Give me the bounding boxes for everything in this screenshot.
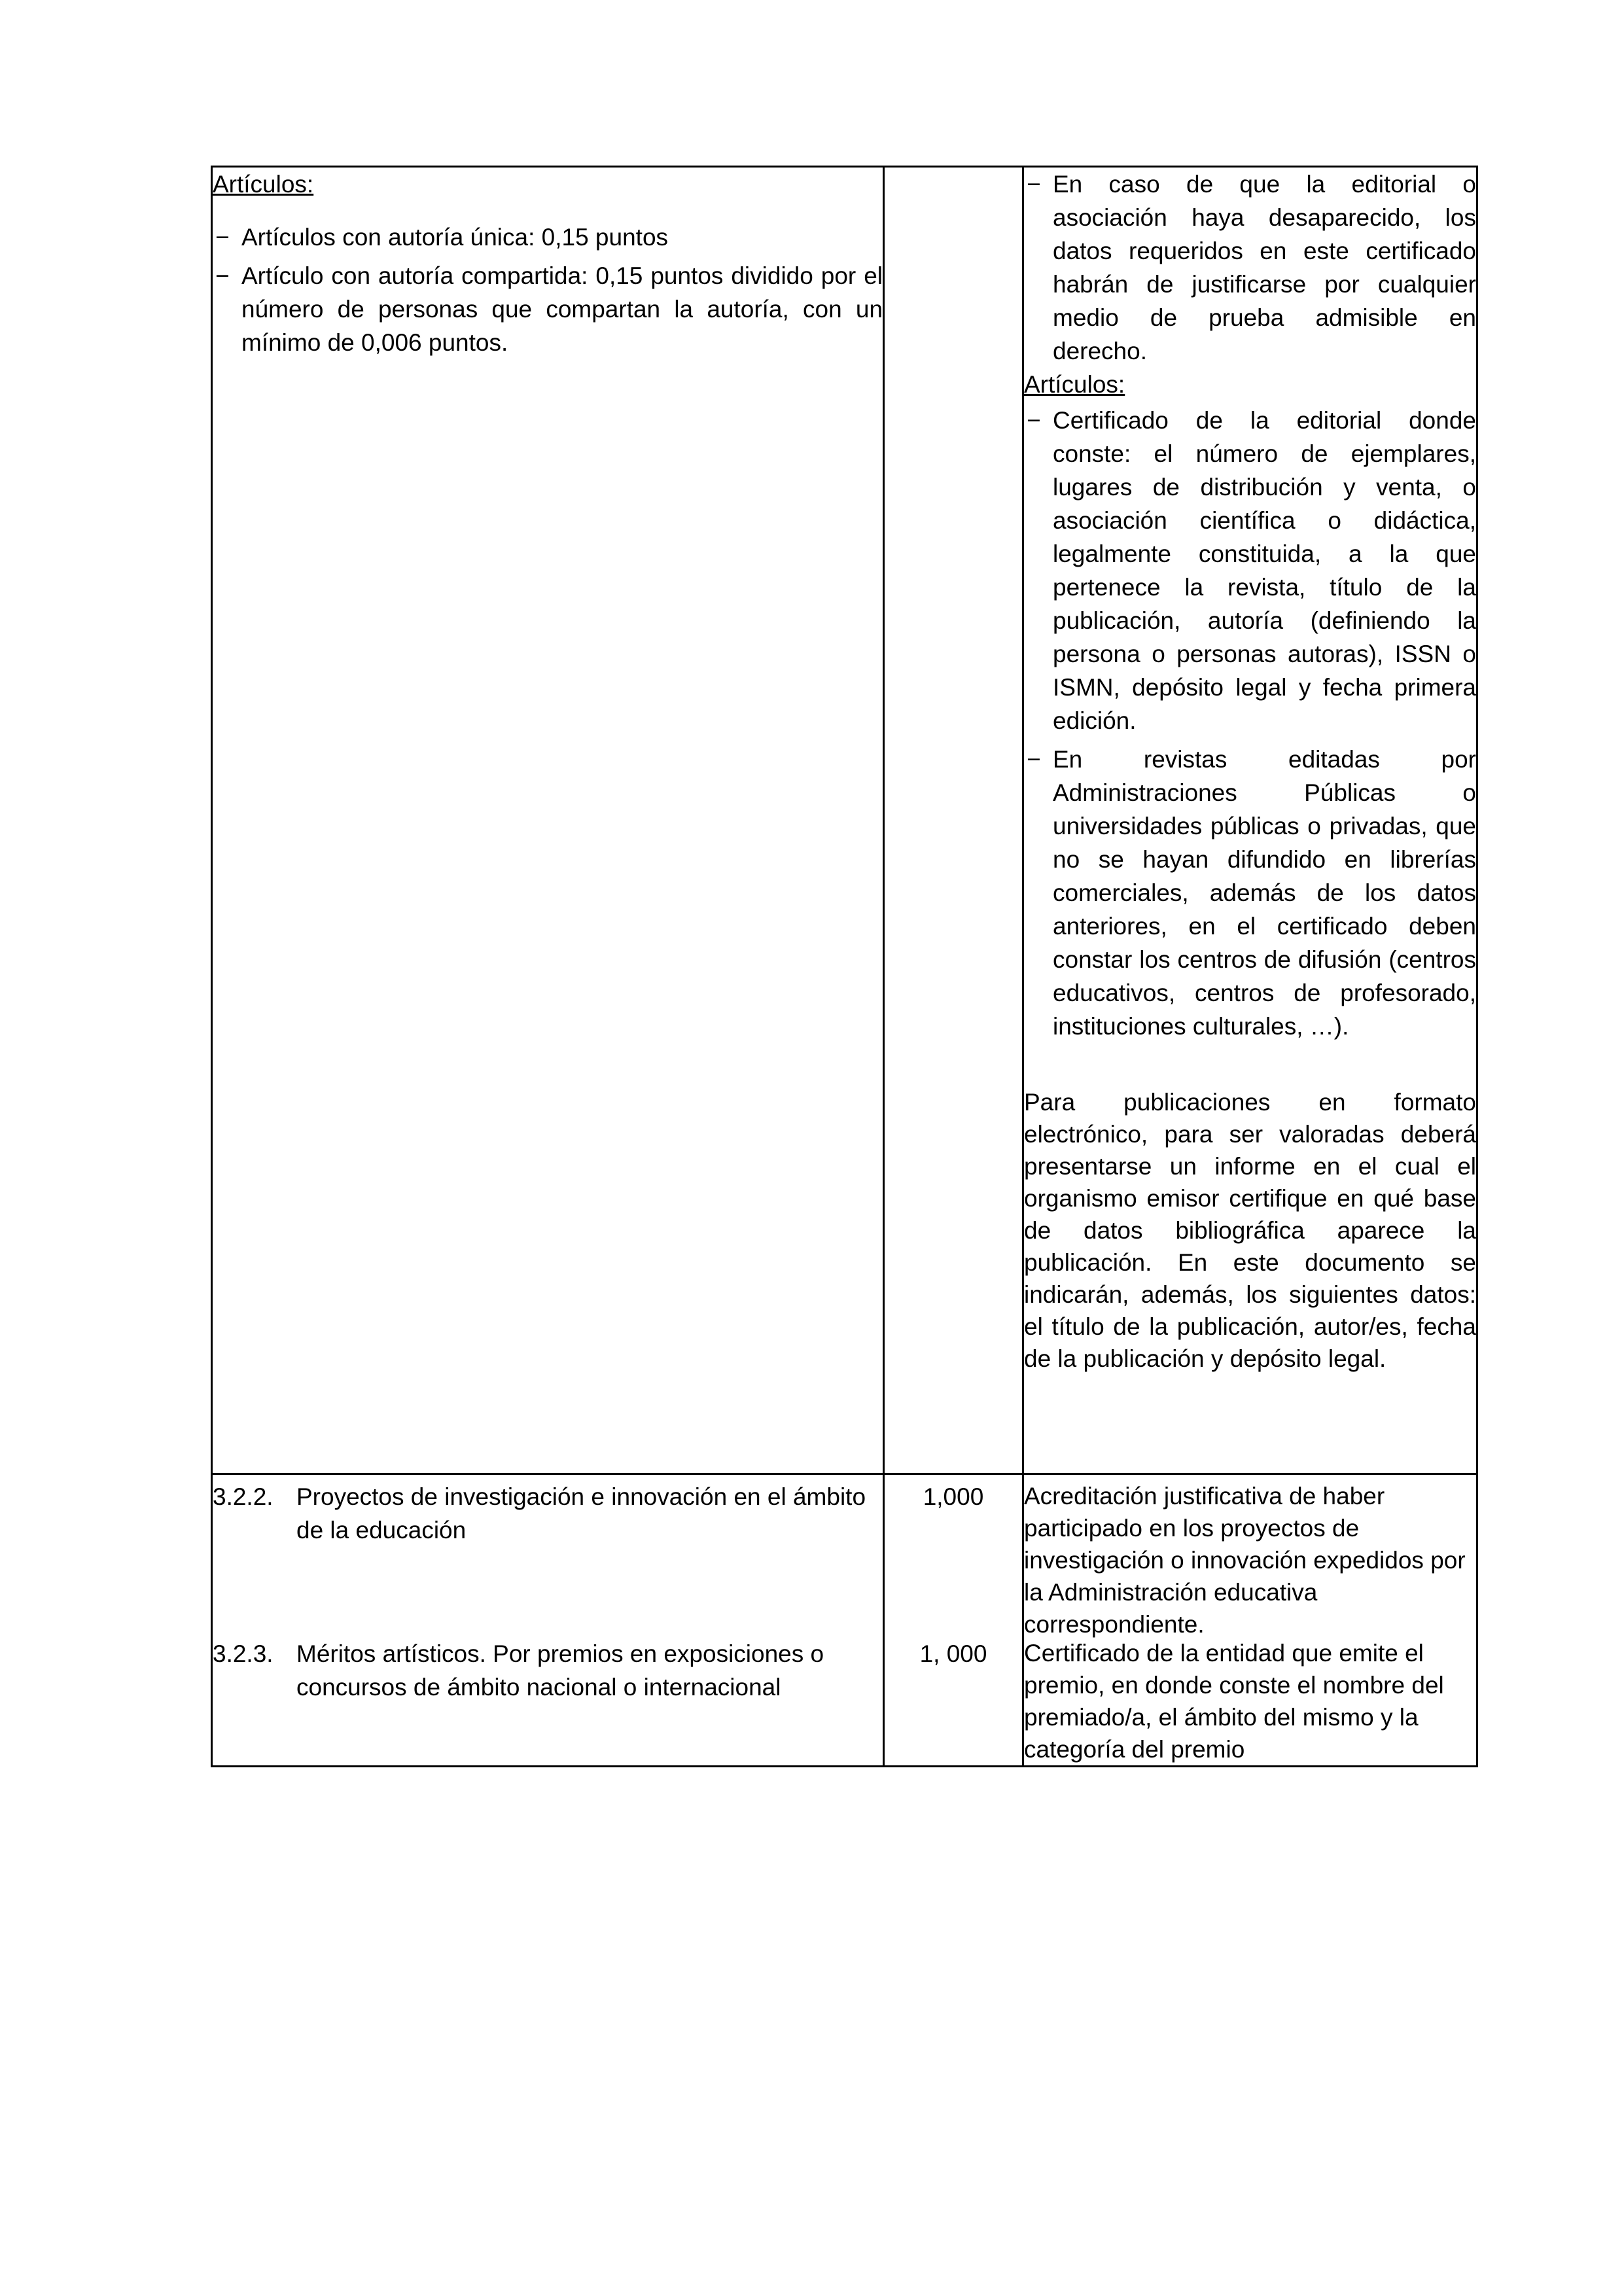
- dash-marker: −: [215, 262, 230, 289]
- list-item: − En revistas editadas por Administraciones Públicas o universidades públicas o privadas, que no se hayan difundido en librerías comerciales, además de los datos anteriores, en el certificado deben constar los centros de difusión (centros educativos, centros de profesorado, instituciones culturales, …).: [1024, 743, 1476, 1043]
- score-value: 1,000: [923, 1483, 984, 1510]
- dash-marker: −: [1027, 171, 1041, 198]
- merit-item-3-2-2: [213, 1480, 883, 1637]
- item-text: Proyectos de investigación e innovación en el ámbito de la educación: [296, 1483, 866, 1544]
- articles-scoring-list: [213, 221, 883, 359]
- merit-item-3-2-3: [213, 1637, 883, 1704]
- justification-cell: [1023, 1474, 1477, 1767]
- electronic-publications-paragraph: Para publicaciones en formato electrónico, para ser valoradas deberá presentarse un informe en el cual el organismo emisor certifique en qué base de datos bibliográfica aparece la publicación. En este documento se indicarán, además, los siguientes datos: el título de la publicación, autor/es, fecha de la publicación y depósito legal.: [1024, 1089, 1476, 1372]
- item-number: 3.2.3.: [213, 1640, 274, 1667]
- table-row: [212, 167, 1477, 1474]
- justification-text: Certificado de la entidad que emite el premio, en donde conste el nombre del premiado/a, el ámbito del mismo y la categoría del premio: [1024, 1640, 1444, 1763]
- articles-requirements-list: [1024, 404, 1476, 1043]
- dash-marker: −: [1027, 746, 1041, 773]
- list-item: − Artículo con autoría compartida: 0,15 puntos dividido por el número de personas que compartan la autoría, con un mínimo de 0,006 puntos.: [213, 259, 883, 359]
- dash-marker: −: [1027, 407, 1041, 434]
- justification-cell: [1023, 167, 1477, 1474]
- score-cell: [884, 167, 1023, 1474]
- merit-description-cell: [212, 1474, 884, 1767]
- articles-heading-right: Artículos:: [1024, 371, 1125, 398]
- articles-heading: Artículos:: [213, 171, 314, 198]
- score-value: 1, 000: [919, 1640, 987, 1667]
- list-item: − En caso de que la editorial o asociación haya desaparecido, los datos requeridos en este certificado habrán de justificarse por cualquier medio de prueba admisible en derecho.: [1024, 168, 1476, 368]
- table-row: [212, 1474, 1477, 1767]
- item-number: 3.2.2.: [213, 1483, 274, 1510]
- list-item: − Certificado de la editorial donde conste: el número de ejemplares, lugares de distribución y venta, o asociación científica o didáctica, legalmente constituida, a la que pertenece la revista, título de la publicación, autoría (definiendo la persona o personas autoras), ISSN o ISMN, depósito legal y fecha primera edición.: [1024, 404, 1476, 737]
- score-cell: [884, 1474, 1023, 1767]
- merits-table: [211, 166, 1478, 1767]
- item-text: Méritos artísticos. Por premios en exposiciones o concursos de ámbito nacional o internacional: [296, 1640, 824, 1701]
- dash-marker: −: [215, 224, 230, 251]
- list-item: − Artículos con autoría única: 0,15 puntos: [213, 221, 883, 254]
- intro-list: [1024, 168, 1476, 368]
- justification-text: Acreditación justificativa de haber participado en los proyectos de investigación o innovación expedidos por la Administración educativa correspondiente.: [1024, 1483, 1466, 1638]
- merit-description-cell: [212, 167, 884, 1474]
